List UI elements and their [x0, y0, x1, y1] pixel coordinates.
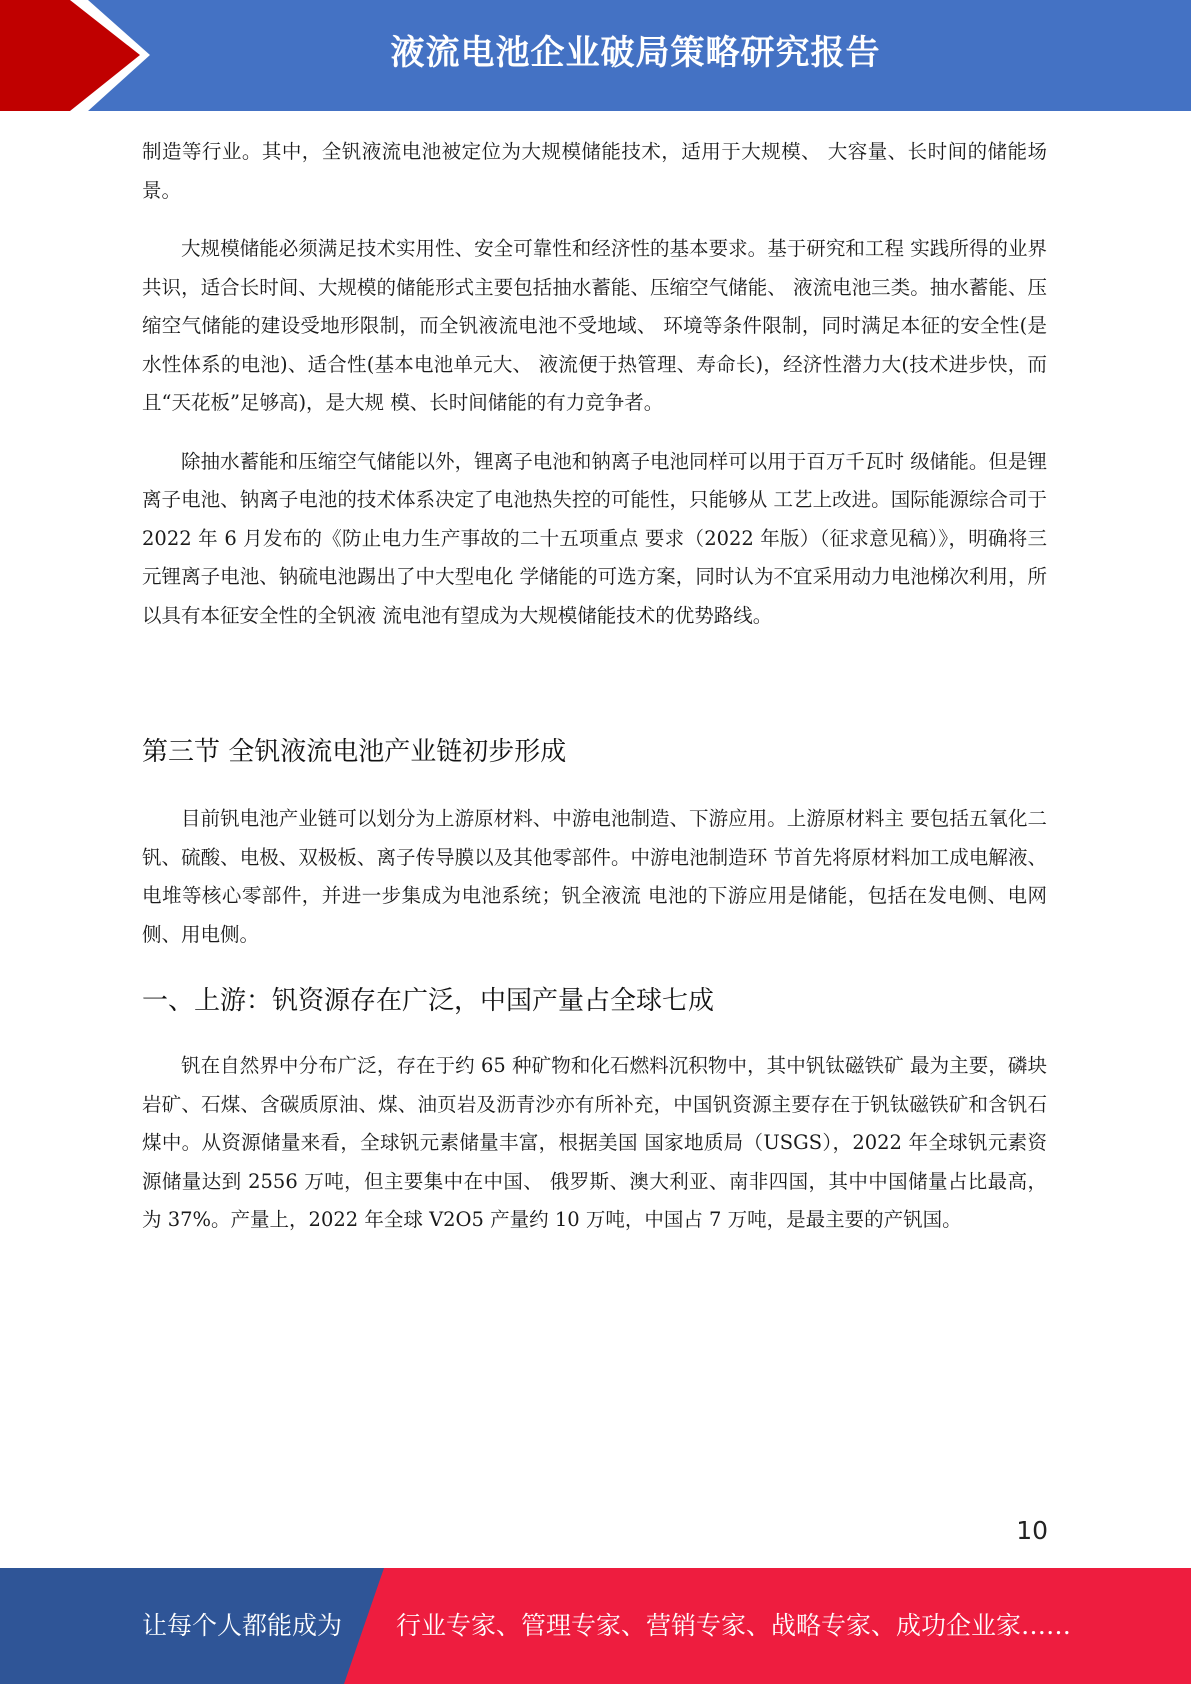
footer-slogan-right: 行业专家、管理专家、营销专家、战略专家、成功企业家……: [396, 1611, 1072, 1640]
page-number: 10: [1016, 1516, 1048, 1545]
paragraph-3: 除抽水蓄能和压缩空气储能以外，锂离子电池和钠离子电池同样可以用于百万千瓦时 级储能。但是锂离子电池、钠离子电池的技术体系决定了电池热失控的可能性，只能够从 工艺上改进。国际能源综合司于 2022 年 6 月发布的《防止电力生产事故的二十五项重点 要求（2022 年版）（征求意见稿）》，明确将三元锂离子电池、钠硫电池踢出了中大型电化 学储能的可选方案，同时认为不宜采用动力电池梯次利用，所以具有本征安全性的全钒液 流电池有望成为大规模储能技术的优势路线。: [142, 449, 1047, 627]
paragraph-1: 制造等行业。其中，全钒液流电池被定位为大规模储能技术，适用于大规模、 大容量、长时间的储能场景。: [142, 140, 1047, 202]
page-header: [0, 0, 1191, 111]
page-footer: [0, 1568, 1191, 1684]
page-content: [142, 133, 1047, 1240]
paragraph-4: 目前钒电池产业链可以划分为上游原材料、中游电池制造、下游应用。上游原材料主 要包括五氧化二钒、硫酸、电极、双极板、离子传导膜以及其他零部件。中游电池制造环 节首先将原材料加工成电解液、电堆等核心零部件，并进一步集成为电池系统；钒全液流 电池的下游应用是储能，包括在发电侧、电网侧、用电侧。: [142, 807, 1047, 946]
paragraph-2: 大规模储能必须满足技术实用性、安全可靠性和经济性的基本要求。基于研究和工程 实践所得的业界共识，适合长时间、大规模的储能形式主要包括抽水蓄能、压缩空气储能、 液流电池三类。抽水蓄能、压缩空气储能的建设受地形限制，而全钒液流电池不受地域、 环境等条件限制，同时满足本征的安全性(是水性体系的电池)、适合性(基本电池单元大、 液流便于热管理、寿命长)，经济性潜力大(技术进步快，而且“天花板”足够高)，是大规 模、长时间储能的有力竞争者。: [142, 237, 1047, 414]
paragraph-5: 钒在自然界中分布广泛，存在于约 65 种矿物和化石燃料沉积物中，其中钒钛磁铁矿 最为主要，磷块岩矿、石煤、含碳质原油、煤、油页岩及沥青沙亦有所补充，中国钒资源主要存在于钒钛磁铁矿和含钒石煤中。从资源储量来看，全球钒元素储量丰富，根据美国 国家地质局（USGS），2022 年全球钒元素资源储量达到 2556 万吨，但主要集中在中国、 俄罗斯、澳大利亚、南非四国，其中中国储量占比最高，为 37%。产量上，2022 年全球 V2O5 产量约 10 万吨，中国占 7 万吨，是最主要的产钒国。: [142, 1054, 1047, 1231]
subsection-heading: 一、上游：钒资源存在广泛，中国产量占全球七成: [142, 986, 715, 1016]
section-heading: 第三节 全钒液流电池产业链初步形成: [142, 737, 567, 767]
report-title: 液流电池企业破局策略研究报告: [390, 33, 881, 73]
footer-slogan-left: 让每个人都能成为: [142, 1611, 343, 1640]
